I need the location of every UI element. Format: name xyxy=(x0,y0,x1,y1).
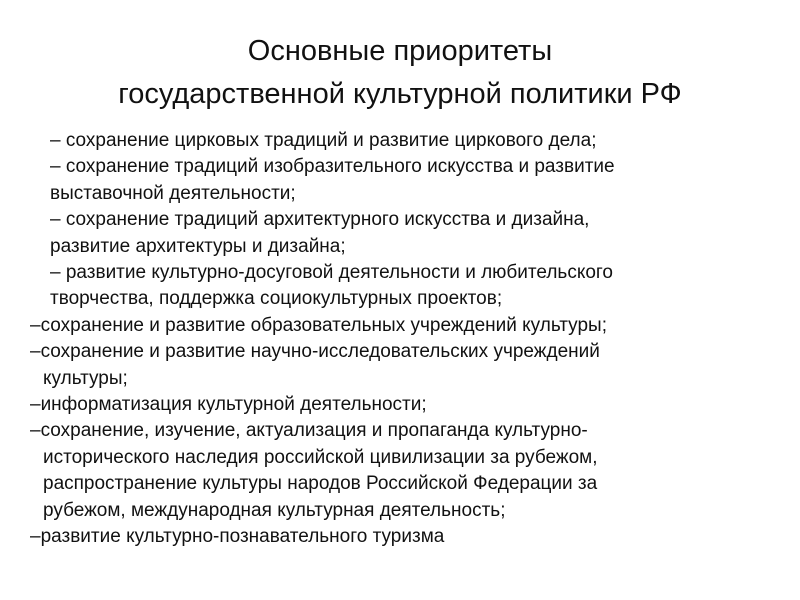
priority-list-item-line: выставочной деятельности; xyxy=(50,182,296,204)
priority-list-item-line: рубежом, международная культурная деятельность; xyxy=(43,499,506,521)
priority-list-item-line: –развитие культурно-познавательного туризма xyxy=(30,526,445,548)
priority-list-item-line: – развитие культурно-досуговой деятельности и любительского xyxy=(50,262,613,284)
priority-list-item-line: –информатизация культурной деятельности; xyxy=(30,394,427,416)
priority-list-item-line: распространение культуры народов Российской Федерации за xyxy=(43,473,598,495)
priority-list-item-line: – сохранение традиций изобразительного искусства и развитие xyxy=(50,156,615,178)
priority-list-item xyxy=(30,418,770,524)
priority-list-item xyxy=(30,392,770,418)
priority-list-item xyxy=(30,339,770,392)
priority-list-item xyxy=(30,128,770,154)
priority-list-item-line: – сохранение цирковых традиций и развитие циркового дела; xyxy=(50,130,597,151)
slide-title-line: государственной культурной политики РФ xyxy=(118,78,682,110)
priority-list-item-line: культуры; xyxy=(43,367,128,389)
priority-list-item-line: исторического наследия российской цивилизации за рубежом, xyxy=(43,446,598,468)
priority-list-item xyxy=(30,154,770,207)
slide-title-line: Основные приоритеты xyxy=(247,35,553,67)
priority-list-item-line: – сохранение традиций архитектурного искусства и дизайна, xyxy=(50,209,590,231)
priority-list-item-line: –сохранение, изучение, актуализация и пропаганда культурно- xyxy=(30,420,588,442)
priority-list-item-line: –сохранение и развитие научно-исследовательских учреждений xyxy=(30,341,600,363)
priority-list-item-line: творчества, поддержка социокультурных проектов; xyxy=(50,288,503,310)
priority-list xyxy=(30,128,770,551)
priority-list-item xyxy=(30,207,770,260)
priority-list-item xyxy=(30,524,770,550)
slide-title xyxy=(0,30,800,116)
priority-list-item-line: развитие архитектуры и дизайна; xyxy=(50,235,346,257)
priority-list-item-line: –сохранение и развитие образовательных учреждений культуры; xyxy=(30,314,607,336)
priority-list-item xyxy=(30,313,770,339)
priority-list-item xyxy=(30,260,770,313)
